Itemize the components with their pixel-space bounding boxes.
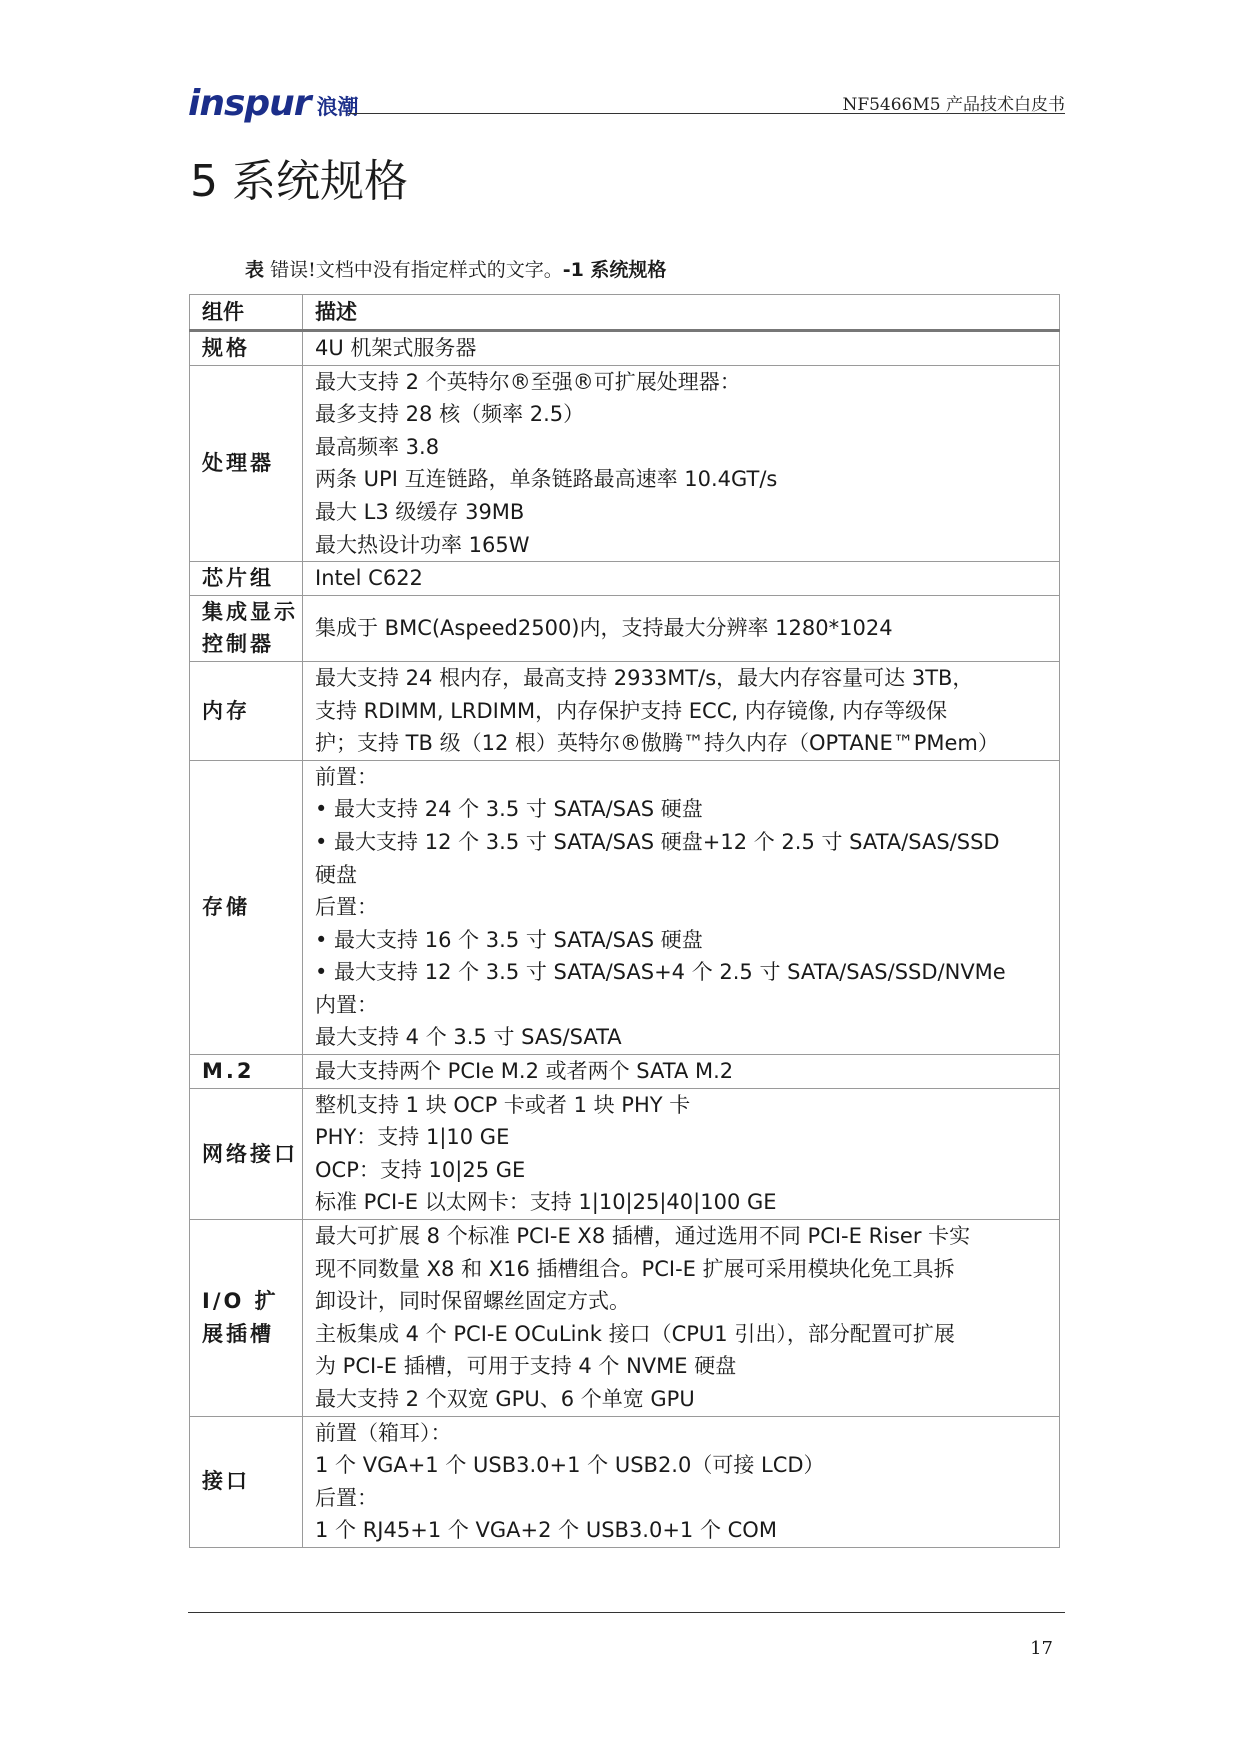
description-line: • 最大支持 24 个 3.5 寸 SATA/SAS 硬盘	[315, 797, 703, 822]
table-row	[190, 1220, 1060, 1417]
description-line: 支持 RDIMM, LRDIMM，内存保护支持 ECC, 内存镜像, 内存等级保	[315, 698, 948, 723]
row-description	[303, 661, 1060, 760]
table-header-row	[190, 295, 1060, 331]
row-description	[303, 1088, 1060, 1219]
description-line: 最大支持 4 个 3.5 寸 SAS/SATA	[315, 1025, 622, 1050]
description-line: 最大支持 24 根内存，最高支持 2933MT/s，最大内存容量可达 3TB，	[315, 665, 974, 690]
header-component: 组件	[190, 295, 303, 331]
description-line: PHY：支持 1|10 GE	[315, 1125, 510, 1150]
table-row	[190, 331, 1060, 366]
row-description	[303, 1416, 1060, 1547]
inspur-logo	[188, 83, 359, 124]
description-line: Intel C622	[315, 566, 423, 591]
spec-table	[189, 294, 1060, 1548]
header-rule	[348, 113, 1065, 114]
row-description	[303, 1220, 1060, 1417]
footer-rule	[188, 1612, 1065, 1613]
description-line: • 最大支持 12 个 3.5 寸 SATA/SAS+4 个 2.5 寸 SATA/SAS/SSD/NVMe	[315, 960, 1006, 985]
row-label: 存储	[190, 760, 303, 1054]
table-row	[190, 760, 1060, 1054]
table-body	[190, 331, 1060, 1548]
description-line: OCP：支持 10|25 GE	[315, 1157, 526, 1182]
table-row	[190, 661, 1060, 760]
table-row	[190, 1088, 1060, 1219]
description-line: 前置（箱耳）：	[315, 1420, 452, 1445]
description-line: 集成于 BMC(Aspeed2500)内，支持最大分辨率 1280*1024	[315, 616, 893, 641]
description-line: 卸设计，同时保留螺丝固定方式。	[315, 1289, 630, 1314]
row-label: 规格	[190, 331, 303, 366]
description-line: 最大支持 2 个双宽 GPU、6 个单宽 GPU	[315, 1387, 695, 1411]
page-number: 17	[1030, 1638, 1053, 1659]
section-number: 5	[190, 156, 218, 207]
description-line: 后置：	[315, 895, 378, 920]
description-line: 主板集成 4 个 PCI-E OCuLink 接口（CPU1 引出），部分配置可扩展	[315, 1321, 955, 1346]
table-row	[190, 562, 1060, 596]
description-line: • 最大支持 16 个 3.5 寸 SATA/SAS 硬盘	[315, 927, 703, 952]
table-row	[190, 365, 1060, 562]
caption-text: 错误!文档中没有指定样式的文字。	[270, 259, 563, 281]
description-line: 最高频率 3.8	[315, 434, 440, 459]
description-line: 最大支持 2 个英特尔®至强®可扩展处理器：	[315, 369, 741, 394]
table-row	[190, 595, 1060, 661]
section-heading	[190, 150, 408, 214]
row-label: 处理器	[190, 365, 303, 562]
caption-suffix: -1 系统规格	[562, 259, 667, 281]
row-label: M.2	[190, 1055, 303, 1089]
description-line: 两条 UPI 互连链路，单条链路最高速率 10.4GT/s	[315, 467, 778, 492]
table-caption	[245, 256, 666, 284]
description-line: 4U 机架式服务器	[315, 336, 477, 360]
description-line: • 最大支持 12 个 3.5 寸 SATA/SAS 硬盘+12 个 2.5 寸 SATA/SAS/SSD	[315, 829, 1000, 854]
description-line: 后置：	[315, 1485, 378, 1510]
description-line: 为 PCI-E 插槽，可用于支持 4 个 NVME 硬盘	[315, 1354, 737, 1379]
description-line: 现不同数量 X8 和 X16 插槽组合。PCI-E 扩展可采用模块化免工具拆	[315, 1256, 955, 1281]
description-line: 最多支持 28 核（频率 2.5）	[315, 402, 585, 427]
description-line: 前置：	[315, 764, 378, 789]
row-description	[303, 331, 1060, 366]
row-label: 芯片组	[190, 562, 303, 596]
description-line: 标准 PCI-E 以太网卡：支持 1|10|25|40|100 GE	[315, 1190, 777, 1215]
description-line: 护；支持 TB 级（12 根）英特尔®傲腾™持久内存（OPTANE™PMem）	[315, 731, 999, 756]
document-title: NF5466M5 产品技术白皮书	[842, 95, 1065, 115]
row-description	[303, 1055, 1060, 1089]
table-row	[190, 1055, 1060, 1089]
description-line: 硬盘	[315, 862, 357, 887]
table-row	[190, 1416, 1060, 1547]
logo-wordmark: inspur	[188, 83, 311, 124]
description-line: 最大支持两个 PCIe M.2 或者两个 SATA M.2	[315, 1059, 734, 1084]
description-line: 1 个 VGA+1 个 USB3.0+1 个 USB2.0（可接 LCD）	[315, 1453, 825, 1478]
description-line: 最大热设计功率 165W	[315, 532, 530, 557]
row-label: 集成显示控制器	[190, 595, 303, 661]
row-label: 接口	[190, 1416, 303, 1547]
description-line: 整机支持 1 块 OCP 卡或者 1 块 PHY 卡	[315, 1092, 691, 1117]
description-line: 内置：	[315, 992, 378, 1017]
page-header	[188, 83, 1065, 126]
row-description	[303, 595, 1060, 661]
caption-prefix: 表	[245, 259, 265, 281]
section-title: 系统规格	[232, 156, 408, 207]
description-line: 最大可扩展 8 个标准 PCI-E X8 插槽，通过选用不同 PCI-E Riser 卡实	[315, 1224, 971, 1249]
row-label: 内存	[190, 661, 303, 760]
row-description	[303, 760, 1060, 1054]
description-line: 1 个 RJ45+1 个 VGA+2 个 USB3.0+1 个 COM	[315, 1518, 777, 1543]
row-description	[303, 365, 1060, 562]
row-label: 网络接口	[190, 1088, 303, 1219]
logo-chinese: 浪潮	[316, 95, 359, 119]
description-line: 最大 L3 级缓存 39MB	[315, 499, 525, 524]
row-label: I/O 扩展插槽	[190, 1220, 303, 1417]
header-description: 描述	[303, 295, 1060, 331]
row-description	[303, 562, 1060, 596]
